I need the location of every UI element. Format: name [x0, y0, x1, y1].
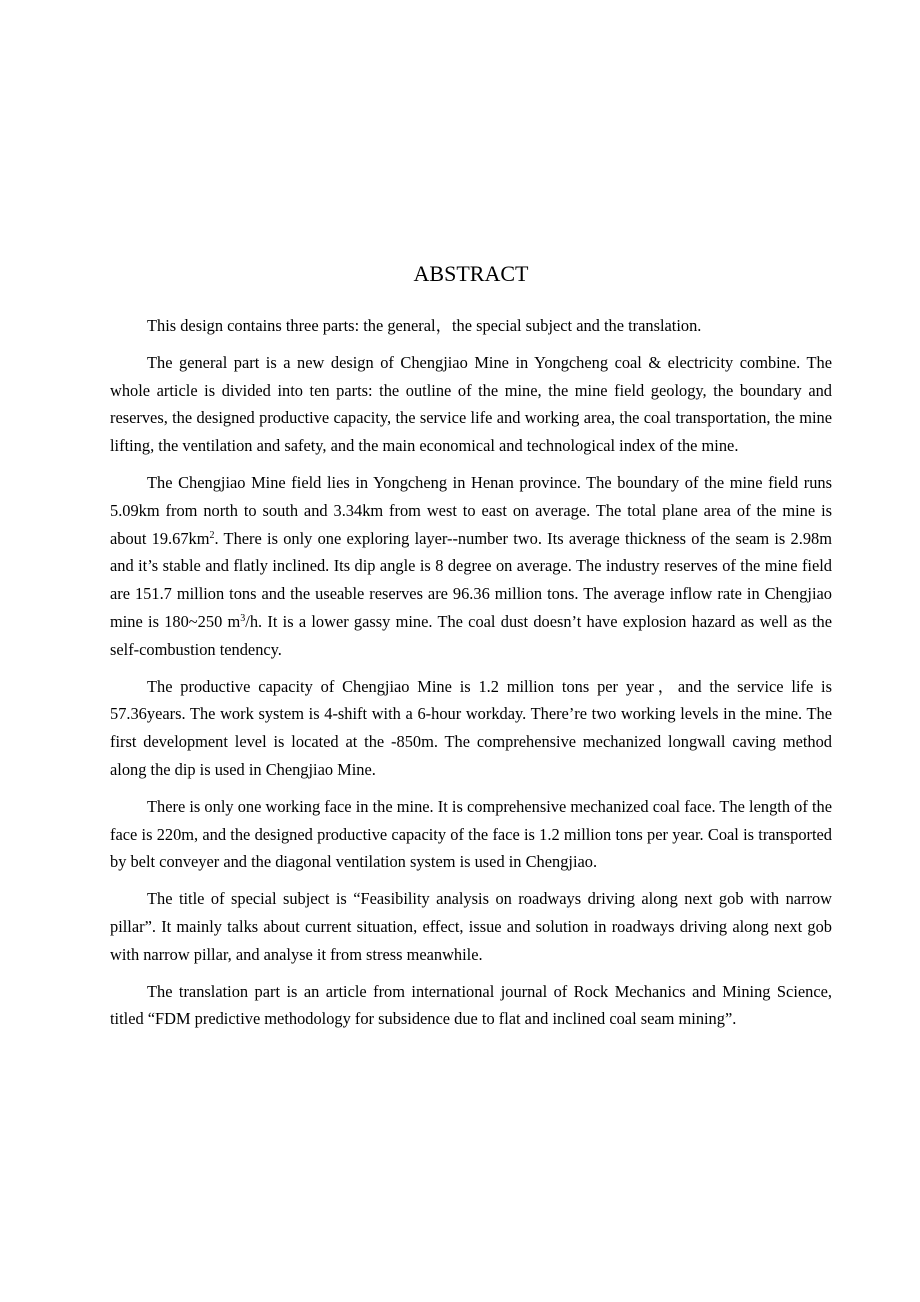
- paragraph-3-text-middle: . There is only one exploring layer--number two. Its average thickness of the seam is 2.98m and it’s stable and flatly inclined. Its dip angle is 8 degree on average. The industry reserves of the mine field are 151.7 million tons and the useable reserves are 96.36 million tons. The average inflow rate in Chengjiao mine is 180~250 m: [110, 528, 832, 631]
- abstract-paragraph-1: This design contains three parts: the general，the special subject and the translation.: [147, 316, 702, 335]
- abstract-paragraph-7: The translation part is an article from international journal of Rock Mechanics and Mining Science, titled “FDM predictive methodology for subsidence due to flat and inclined coal seam mining”.: [110, 981, 832, 1029]
- abstract-paragraph-5: There is only one working face in the mine. It is comprehensive mechanized coal face. The length of the face is 220m, and the designed productive capacity of the face is 1.2 million tons per year. Coal is transported by belt conveyer and the diagonal ventilation system is used in Chengjiao.: [110, 796, 832, 872]
- abstract-paragraph-2: The general part is a new design of Chengjiao Mine in Yongcheng coal & electricity combine. The whole article is divided into ten parts: the outline of the mine, the mine field geology, the boundary and reserves, the designed productive capacity, the service life and working area, the coal transportation, the mine lifting, the ventilation and safety, and the main economical and technological index of the mine.: [110, 352, 832, 456]
- abstract-paragraph-6: The title of special subject is “Feasibility analysis on roadways driving along next gob with narrow pillar”. It mainly talks about current situation, effect, issue and solution in roadways driving along next gob with narrow pillar, and analyse it from stress meanwhile.: [110, 889, 832, 964]
- abstract-title: ABSTRACT: [413, 261, 529, 286]
- abstract-paragraph-4: The productive capacity of Chengjiao Mine is 1.2 million tons per year，and the service life is 57.36years. The work system is 4-shift with a 6-hour workday. There’re two working levels in the mine. The first development level is located at the -850m. The comprehensive mechanized longwall caving method along the dip is used in Chengjiao Mine.: [110, 676, 832, 779]
- abstract-paragraph-3: [110, 469, 832, 664]
- superscript-volume-unit: 3: [240, 612, 246, 624]
- paragraph-3-text-before: The Chengjiao Mine field lies in Yongcheng in Henan province. The boundary of the mine field runs 5.09km from north to south and 3.34km from west to east on average. The total plane area of the mine is about 19.67km: [110, 472, 832, 548]
- superscript-area-unit: 2: [209, 529, 215, 541]
- abstract-page: [110, 258, 832, 1042]
- paragraph-3-text-after: /h. It is a lower gassy mine. The coal dust doesn’t have explosion hazard as well as the self-combustion tendency.: [110, 611, 832, 659]
